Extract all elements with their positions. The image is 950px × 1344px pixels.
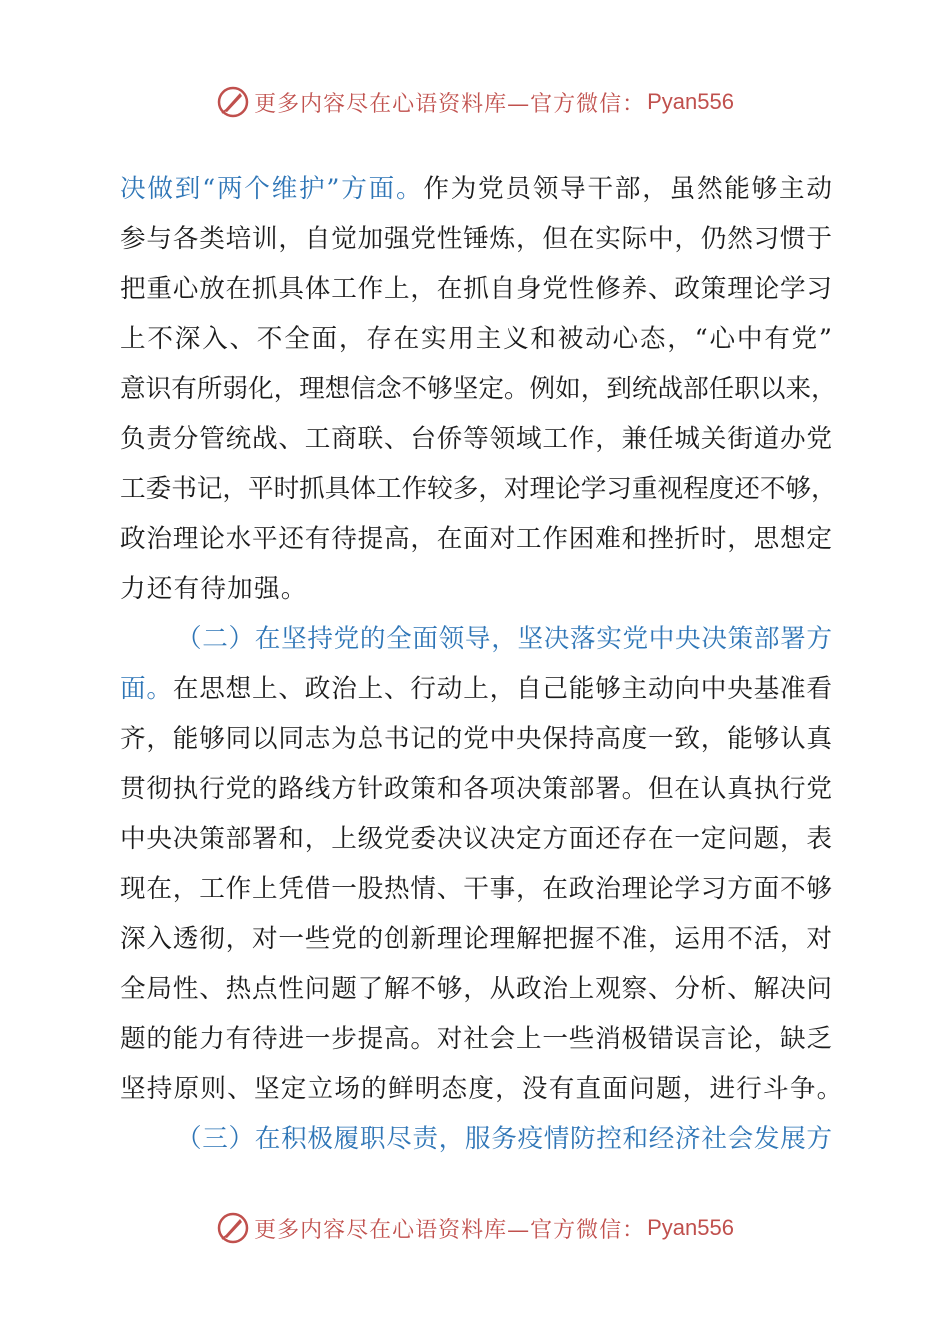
text-line: 全局性、热点性问题了解不够，从政治上观察、分析、解决问 bbox=[120, 974, 832, 1004]
document-body bbox=[120, 166, 844, 1166]
text-span: 作为党员领导干部，虽然能够主动 bbox=[423, 174, 832, 204]
text-line: 坚持原则、坚定立场的鲜明态度，没有直面问题，进行斗争。 bbox=[120, 1074, 844, 1104]
text-span: 在思想上、政治上、行动上，自己能够主动向中央基准看 bbox=[172, 674, 832, 704]
text-line: 上不深入、不全面，存在实用主义和被动心态，“心中有党” bbox=[120, 324, 832, 354]
banner-wechat-id: Pyan556 bbox=[647, 89, 734, 114]
text-line: 贯彻执行党的路线方针政策和各项决策部署。但在认真执行党 bbox=[120, 774, 832, 804]
quill-logo-icon bbox=[216, 1211, 250, 1245]
text-line: 参与各类培训，自觉加强党性锤炼，但在实际中，仍然习惯于 bbox=[120, 224, 832, 254]
text-line: 中央决策部署和，上级党委决议决定方面还存在一定问题，表 bbox=[120, 824, 832, 854]
quill-logo-icon bbox=[216, 85, 250, 119]
section-heading-tail: 面。 bbox=[120, 674, 173, 704]
banner-text: 更多内容尽在心语资料库—官方微信： bbox=[254, 1217, 646, 1243]
header-banner bbox=[0, 82, 950, 122]
footer-banner bbox=[0, 1208, 950, 1248]
text-line: 题的能力有待进一步提高。对社会上一些消极错误言论，缺乏 bbox=[120, 1024, 832, 1054]
text-line: 齐，能够同以同志为总书记的党中央保持高度一致，能够认真 bbox=[120, 724, 832, 754]
text-line: 负责分管统战、工商联、台侨等领域工作，兼任城关街道办党 bbox=[120, 424, 832, 454]
banner-wechat-id: Pyan556 bbox=[647, 1215, 734, 1240]
banner-text: 更多内容尽在心语资料库—官方微信： bbox=[254, 91, 646, 117]
text-line bbox=[120, 666, 832, 716]
section-heading: （三）在积极履职尽责，服务疫情防控和经济社会发展方 bbox=[176, 1124, 832, 1154]
text-line: 现在，工作上凭借一股热情、干事，在政治理论学习方面不够 bbox=[120, 874, 832, 904]
text-line: 意识有所弱化，理想信念不够坚定。例如，到统战部任职以来， bbox=[120, 374, 837, 404]
text-line bbox=[120, 166, 832, 216]
text-line: 工委书记，平时抓具体工作较多，对理论学习重视程度还不够， bbox=[120, 474, 837, 504]
section-heading: （二）在坚持党的全面领导，坚决落实党中央决策部署方 bbox=[176, 624, 832, 654]
text-line: 把重心放在抓具体工作上，在抓自身党性修养、政策理论学习 bbox=[120, 274, 832, 304]
text-line: 深入透彻，对一些党的创新理论理解把握不准，运用不活，对 bbox=[120, 924, 832, 954]
text-line: 力还有待加强。 bbox=[120, 574, 308, 604]
text-line: 政治理论水平还有待提高，在面对工作困难和挫折时，思想定 bbox=[120, 524, 832, 554]
section-heading-tail: 决做到“两个维护”方面。 bbox=[120, 174, 424, 204]
